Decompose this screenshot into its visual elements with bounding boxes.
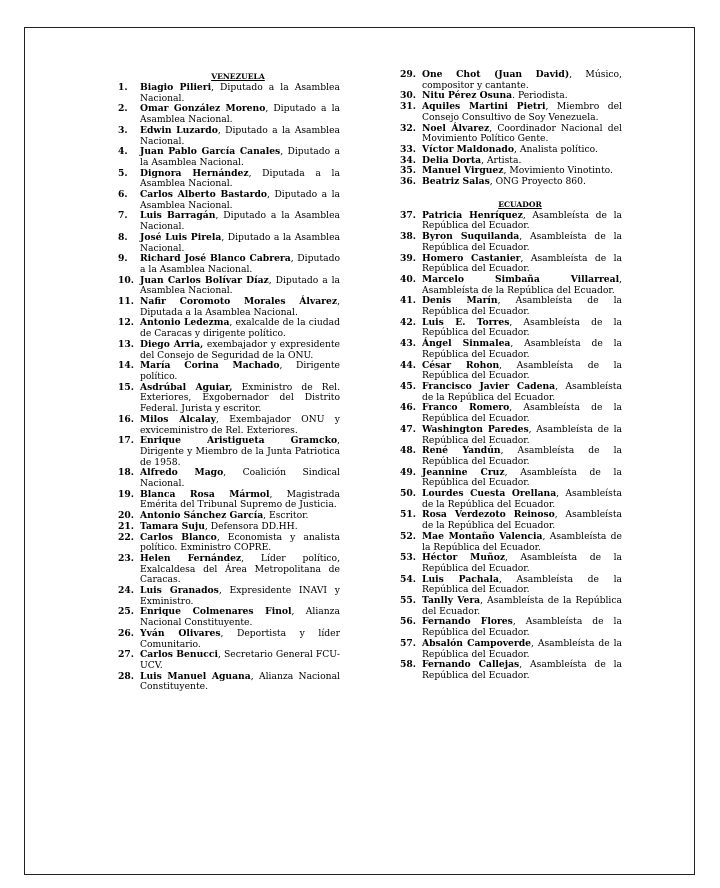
item-number: 48. (400, 445, 416, 457)
item-number: 21. (118, 520, 134, 532)
item-number: 19. (118, 488, 134, 500)
venezuela-list-continued (400, 70, 622, 188)
list-item (118, 672, 340, 693)
person-description: , Asambleísta de la República del Ecuador. (422, 380, 622, 403)
list-item (118, 147, 340, 168)
person-description: . Periodista. (512, 90, 568, 102)
person-description: , Alianza Nacional Constituyente. (140, 670, 340, 693)
person-name: Alfredo Mago (140, 467, 224, 479)
person-description: , Asambleísta de la República del Ecuador. (422, 209, 622, 232)
list-item (400, 232, 622, 253)
person-name: Carlos Benucci (140, 649, 218, 661)
person-name: Richard José Blanco Cabrera (140, 253, 291, 265)
person-name: Héctor Muñoz (422, 552, 506, 564)
person-description: , Dirigente político. (140, 360, 340, 382)
section-heading-venezuela: VENEZUELA (211, 72, 265, 81)
person-name: Luis E. Torres (422, 316, 510, 328)
item-number: 13. (118, 338, 134, 350)
person-name: Luis Pachala (422, 573, 499, 585)
person-description: , Diputado a la Asamblea Nacional. (140, 189, 341, 211)
list-item (400, 617, 622, 638)
item-number: 34. (400, 154, 416, 166)
person-name: Jeannine Cruz (422, 466, 505, 478)
person-name: Nafir Coromoto Morales Álvarez (140, 296, 338, 308)
item-number: 42. (400, 316, 416, 328)
person-description: , Diputado a la Asamblea Nacional. (140, 146, 340, 168)
item-number: 31. (400, 101, 416, 113)
list-item (118, 468, 340, 489)
item-number: 29. (400, 69, 416, 80)
list-item (118, 436, 340, 468)
person-description: , Asambleísta de la República del Ecuador. (422, 359, 622, 382)
item-number: 55. (400, 595, 416, 607)
item-number: 51. (400, 509, 416, 521)
list-item (118, 254, 340, 275)
item-number: 14. (118, 360, 134, 372)
list-item (118, 276, 340, 297)
person-name: Byron Suquilanda (422, 231, 520, 243)
ecuador-list (400, 211, 622, 682)
person-description: , Asambleísta de la República del Ecuador. (422, 402, 622, 425)
person-name: Omar González Moreno (140, 103, 266, 115)
list-item (400, 403, 622, 424)
person-name: Luis Barragán (140, 210, 216, 222)
list-item (400, 489, 622, 510)
person-description: , Asambleísta de la República del Ecuador. (422, 637, 622, 660)
person-description: , Dirigente y Miembro de la Junta Patriotica de 1958. (140, 435, 340, 468)
person-description: , Miembro del Consejo Consultivo de Soy Venezuela. (422, 101, 622, 123)
person-name: Enrique Colmenares Finol (140, 606, 292, 618)
person-description: , Asambleísta de la República del Ecuador. (422, 573, 622, 596)
item-number: 45. (400, 380, 416, 392)
list-item (400, 510, 622, 531)
person-name: Manuel Virguez (422, 165, 504, 177)
person-description: , Coalición Sindical Nacional. (140, 467, 341, 490)
item-number: 1. (118, 82, 128, 93)
person-description: , Asambleísta de la República del Ecuador. (422, 466, 622, 489)
item-number: 11. (118, 296, 134, 308)
person-name: Juan Pablo García Canales (140, 146, 281, 158)
person-description: , Diputada a la Asamblea Nacional. (140, 167, 340, 190)
person-name: Beatriz Salas (422, 176, 490, 188)
item-number: 6. (118, 189, 128, 201)
person-description: , ONG Proyecto 860. (489, 176, 586, 188)
list-item (400, 124, 622, 145)
person-name: Blanca Rosa Mármol (140, 488, 270, 500)
person-description: Exministro de Rel. Exteriores, Exgobernador del Distrito Federal. Jurista y escritor. (140, 381, 340, 415)
item-number: 9. (118, 253, 128, 265)
item-number: 10. (118, 274, 134, 286)
list-item (118, 126, 340, 147)
list-item (400, 339, 622, 360)
list-item (400, 468, 622, 489)
list-item (118, 490, 340, 511)
item-number: 8. (118, 231, 128, 243)
list-item (118, 533, 340, 554)
person-name: René Yandún (422, 445, 501, 457)
person-description: , Movimiento Vinotinto. (503, 165, 613, 177)
person-name: María Corina Machado (140, 360, 280, 372)
item-number: 30. (400, 90, 416, 102)
list-item (118, 233, 340, 254)
item-number: 53. (400, 552, 416, 564)
person-name: Rosa Verdezoto Reinoso (422, 509, 555, 521)
list-item (118, 169, 340, 190)
person-description: , Asambleísta de la República del Ecuador. (422, 423, 622, 446)
list-item (118, 361, 340, 382)
list-item (400, 177, 622, 188)
person-name: Luis Granados (140, 585, 219, 597)
list-item (400, 382, 622, 403)
person-name: Milos Alcalay (140, 413, 217, 425)
person-name: Ángel Sinmalea (422, 338, 511, 350)
person-description: , Asambleísta de la República del Ecuador. (422, 509, 622, 532)
person-description: , Asambleísta de la República del Ecuador. (422, 552, 622, 574)
item-number: 26. (118, 627, 134, 639)
person-description: , Diputado a la Asamblea Nacional. (140, 274, 340, 297)
list-item (118, 190, 340, 211)
person-name: Asdrúbal Aguiar, (140, 381, 233, 393)
person-description: , Diputado a la Asamblea Nacional. (140, 103, 340, 126)
person-name: Aquiles Martini Pietri (422, 101, 546, 113)
person-name: Tamara Suju (140, 520, 205, 532)
person-name: Absalón Campoverde (422, 637, 531, 649)
item-number: 35. (400, 165, 416, 177)
person-description: , Asambleísta de la República del Ecuador. (422, 659, 622, 681)
item-number: 32. (400, 122, 416, 134)
person-name: Franco Romero (422, 402, 510, 414)
person-name: Juan Carlos Bolívar Díaz (140, 274, 269, 286)
item-number: 20. (118, 510, 134, 522)
person-name: Helen Fernández (140, 552, 242, 564)
list-item (118, 650, 340, 671)
person-description: , exalcalde de la ciudad de Caracas y dirigente político. (140, 317, 340, 340)
item-number: 24. (118, 585, 134, 597)
left-column (118, 72, 340, 693)
item-number: 47. (400, 423, 416, 435)
list-item (118, 629, 340, 650)
person-name: Víctor Maldonado (422, 143, 514, 155)
person-name: José Luis Pirela (140, 231, 222, 243)
item-number: 15. (118, 381, 134, 393)
person-description: , Diputado a la Asamblea Nacional. (140, 124, 340, 147)
person-description: , Líder político, Exalcaldesa del Área Metropolitana de Caracas. (140, 552, 340, 586)
item-number: 17. (118, 435, 134, 447)
item-number: 18. (118, 467, 134, 479)
item-number: 2. (118, 103, 128, 115)
person-description: , Defensora DD.HH. (204, 520, 298, 532)
item-number: 7. (118, 210, 128, 222)
item-number: 40. (400, 273, 416, 285)
person-description: , Asambleísta de la República del Ecuador. (422, 316, 622, 339)
list-item (118, 104, 340, 125)
list-item (118, 607, 340, 628)
list-item (400, 596, 622, 617)
person-name: Yván Olivares (140, 627, 221, 639)
person-name: César Rohon (422, 359, 500, 371)
list-item (400, 361, 622, 382)
person-name: Francisco Javier Cadena (422, 380, 556, 392)
person-description: , Asambleísta de la República del Ecuador. (422, 616, 622, 639)
person-description: , Exembajador ONU y exviceministro de Rel. Exteriores. (140, 413, 340, 436)
list-item (118, 297, 340, 318)
person-description: , Magistrada Emérita del Tribunal Supremo de Justicia. (140, 488, 340, 511)
list-item (400, 639, 622, 660)
person-description: , Asambleísta de la República del Ecuador. (422, 338, 622, 360)
person-name: Noel Álvarez (422, 122, 490, 134)
person-name: Fernando Callejas (422, 659, 520, 671)
person-description: , Músico, compositor y cantante. (422, 69, 622, 91)
list-item (118, 586, 340, 607)
item-number: 50. (400, 488, 416, 500)
right-column (400, 70, 622, 682)
person-description: , Diputada a la Asamblea Nacional. (140, 296, 340, 318)
item-number: 58. (400, 659, 416, 671)
list-item (118, 340, 340, 361)
list-item (400, 70, 622, 91)
item-number: 49. (400, 466, 416, 478)
person-description: , Deportista y líder Comunitario. (140, 627, 340, 650)
person-name: Fernando Flores (422, 616, 513, 628)
list-item (400, 296, 622, 317)
list-item (400, 211, 622, 232)
item-number: 33. (400, 143, 416, 155)
list-item (400, 575, 622, 596)
person-description: , Economista y analista político. Exministro COPRE. (140, 531, 340, 554)
person-name: Homero Castanier (422, 252, 521, 264)
list-item (400, 102, 622, 123)
person-name: Delia Dorta (422, 154, 482, 166)
venezuela-list (118, 83, 340, 693)
person-name: Diego Arria, (140, 338, 204, 350)
person-description: exembajador y expresidente del Consejo de Seguridad de la ONU. (140, 338, 340, 361)
item-number: 5. (118, 167, 128, 179)
person-description: , Asambleísta de la República del Ecuador. (422, 231, 622, 253)
item-number: 25. (118, 606, 134, 618)
item-number: 23. (118, 552, 134, 564)
person-name: Biagio Pilieri (140, 82, 212, 93)
item-number: 44. (400, 359, 416, 371)
item-number: 28. (118, 670, 134, 682)
item-number: 41. (400, 295, 416, 307)
person-description: , Escritor. (263, 510, 309, 522)
person-name: Edwin Luzardo (140, 124, 218, 136)
list-item (400, 254, 622, 275)
person-name: Lourdes Cuesta Orellana (422, 488, 557, 500)
list-item (400, 660, 622, 681)
item-number: 39. (400, 252, 416, 264)
person-description: , Asambleísta de la República del Ecuador. (422, 530, 622, 553)
item-number: 16. (118, 413, 134, 425)
list-item (400, 446, 622, 467)
person-description: , Asambleísta de la República del Ecuador. (422, 295, 622, 318)
person-name: Patricia Henríquez (422, 209, 523, 221)
list-item (118, 83, 340, 104)
item-number: 43. (400, 338, 416, 350)
person-description: , Diputado a la Asamblea Nacional. (140, 253, 340, 275)
item-number: 12. (118, 317, 134, 329)
person-description: , Coordinador Nacional del Movimiento Político Gente. (422, 122, 622, 145)
list-item (400, 532, 622, 553)
person-description: , Asambleísta de la República del Ecuador. (422, 252, 622, 275)
person-name: Enrique Aristigueta Gramcko (140, 435, 338, 447)
person-name: Washington Paredes (422, 423, 529, 435)
item-number: 36. (400, 176, 416, 188)
person-description: , Asambleísta de la República del Ecuador. (422, 488, 622, 510)
list-item (400, 425, 622, 446)
list-item (400, 275, 622, 296)
person-name: Marcelo Simbaña Villarreal (422, 273, 620, 285)
item-number: 3. (118, 124, 128, 136)
person-name: Denis Marín (422, 295, 498, 307)
person-description: , Diputado a la Asamblea Nacional. (140, 82, 340, 104)
list-item (118, 554, 340, 586)
person-name: Nitu Pérez Osuna (422, 90, 513, 102)
list-item (118, 383, 340, 415)
list-item (118, 318, 340, 339)
person-description: , Asambleísta de la República del Ecuador. (422, 445, 622, 467)
item-number: 54. (400, 573, 416, 585)
person-name: One Chot (Juan David) (422, 69, 570, 80)
item-number: 57. (400, 637, 416, 649)
person-description: , Asambleísta de la República del Ecuador. (422, 273, 622, 296)
person-description: , Secretario General FCU-UCV. (140, 649, 340, 671)
item-number: 37. (400, 209, 416, 221)
person-name: Luis Manuel Aguana (140, 670, 251, 682)
person-name: Tanlly Vera (422, 595, 481, 607)
item-number: 52. (400, 530, 416, 542)
person-description: , Diputado a la Asamblea Nacional. (140, 210, 340, 233)
person-name: Dignora Hernández (140, 167, 249, 179)
list-item (400, 553, 622, 574)
list-item (118, 211, 340, 232)
person-name: Carlos Blanco (140, 531, 217, 543)
item-number: 56. (400, 616, 416, 628)
person-description: , Diputado a la Asamblea Nacional. (140, 231, 340, 254)
person-name: Antonio Sánchez García (140, 510, 264, 522)
person-name: Carlos Alberto Bastardo (140, 189, 268, 201)
list-item (400, 318, 622, 339)
item-number: 38. (400, 231, 416, 243)
person-name: Mae Montaño Valencia (422, 530, 543, 542)
person-description: , Analista político. (513, 143, 598, 155)
section-heading-ecuador: ECUADOR (498, 199, 542, 209)
person-description: , Alianza Nacional Constituyente. (140, 606, 340, 629)
person-description: , Artista. (481, 154, 522, 166)
item-number: 4. (118, 146, 128, 158)
person-name: Antonio Ledezma (140, 317, 230, 329)
person-description: , Expresidente INAVI y Exministro. (140, 585, 341, 607)
item-number: 27. (118, 649, 134, 661)
item-number: 46. (400, 402, 416, 414)
item-number: 22. (118, 531, 134, 543)
person-description: , Asambleísta de la República del Ecuador. (422, 595, 622, 617)
list-item (118, 415, 340, 436)
